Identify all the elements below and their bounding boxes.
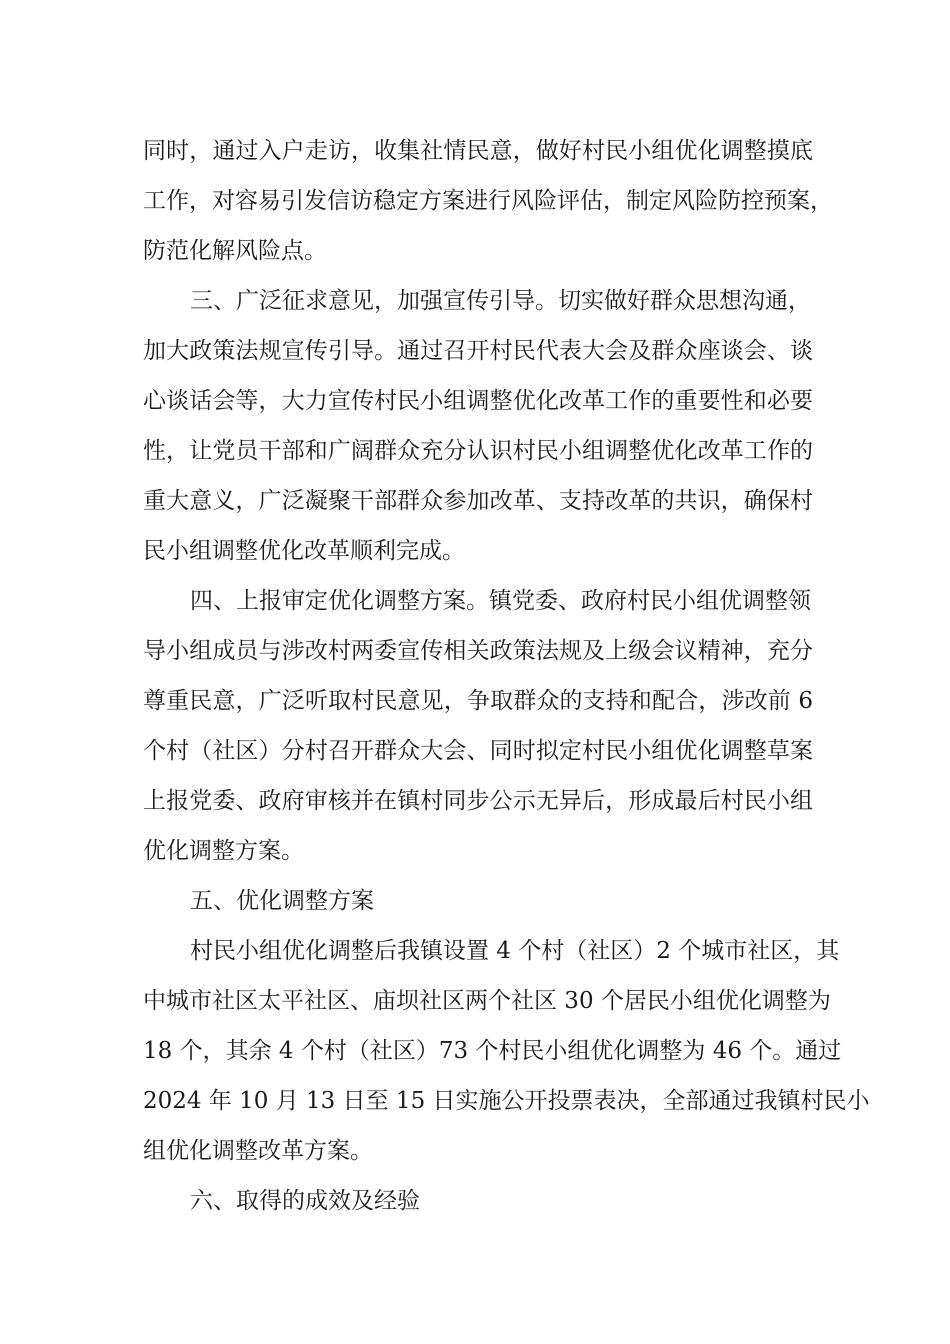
text-line: 村民小组优化调整后我镇设置 4 个村（社区）2 个城市社区，其	[190, 938, 840, 964]
section-heading: 六、取得的成效及经验	[190, 1188, 420, 1214]
section-heading-line: 三、广泛征求意见，加强宣传引导。切实做好群众思想沟通，	[190, 288, 811, 314]
text-line: 性，让党员干部和广阔群众充分认识村民小组调整优化改革工作的	[143, 438, 813, 464]
text-line: 上报党委、政府审核并在镇村同步公示无异后，形成最后村民小组	[143, 788, 813, 814]
text-line: 个村（社区）分村召开群众大会、同时拟定村民小组优化调整草案	[143, 738, 813, 764]
text-line: 组优化调整改革方案。	[143, 1138, 373, 1164]
text-line: 导小组成员与涉改村两委宣传相关政策法规及上级会议精神，充分	[143, 638, 813, 664]
text-line: 民小组调整优化改革顺利完成。	[143, 538, 465, 564]
section-heading-line: 四、上报审定优化调整方案。镇党委、政府村民小组优调整领	[190, 588, 811, 614]
text-line: 中城市社区太平社区、庙坝社区两个社区 30 个居民小组优化调整为	[143, 988, 831, 1014]
text-line: 尊重民意，广泛听取村民意见，争取群众的支持和配合，涉改前 6	[143, 688, 813, 714]
text-line: 优化调整方案。	[143, 838, 304, 864]
text-line: 防范化解风险点。	[143, 238, 327, 264]
section-heading: 五、优化调整方案	[190, 888, 374, 914]
text-line: 心谈话会等，大力宣传村民小组调整优化改革工作的重要性和必要	[143, 388, 813, 414]
text-line: 同时，通过入户走访，收集社情民意，做好村民小组优化调整摸底	[143, 138, 813, 164]
text-line: 工作，对容易引发信访稳定方案进行风险评估，制定风险防控预案，	[143, 188, 833, 214]
text-line: 2024 年 10 月 13 日至 15 日实施公开投票表决，全部通过我镇村民小	[143, 1088, 870, 1114]
text-line: 18 个，其余 4 个村（社区）73 个村民小组优化调整为 46 个。通过	[143, 1038, 842, 1064]
text-line: 加大政策法规宣传引导。通过召开村民代表大会及群众座谈会、谈	[143, 338, 813, 364]
text-line: 重大意义，广泛凝聚干部群众参加改革、支持改革的共识，确保村	[143, 488, 813, 514]
